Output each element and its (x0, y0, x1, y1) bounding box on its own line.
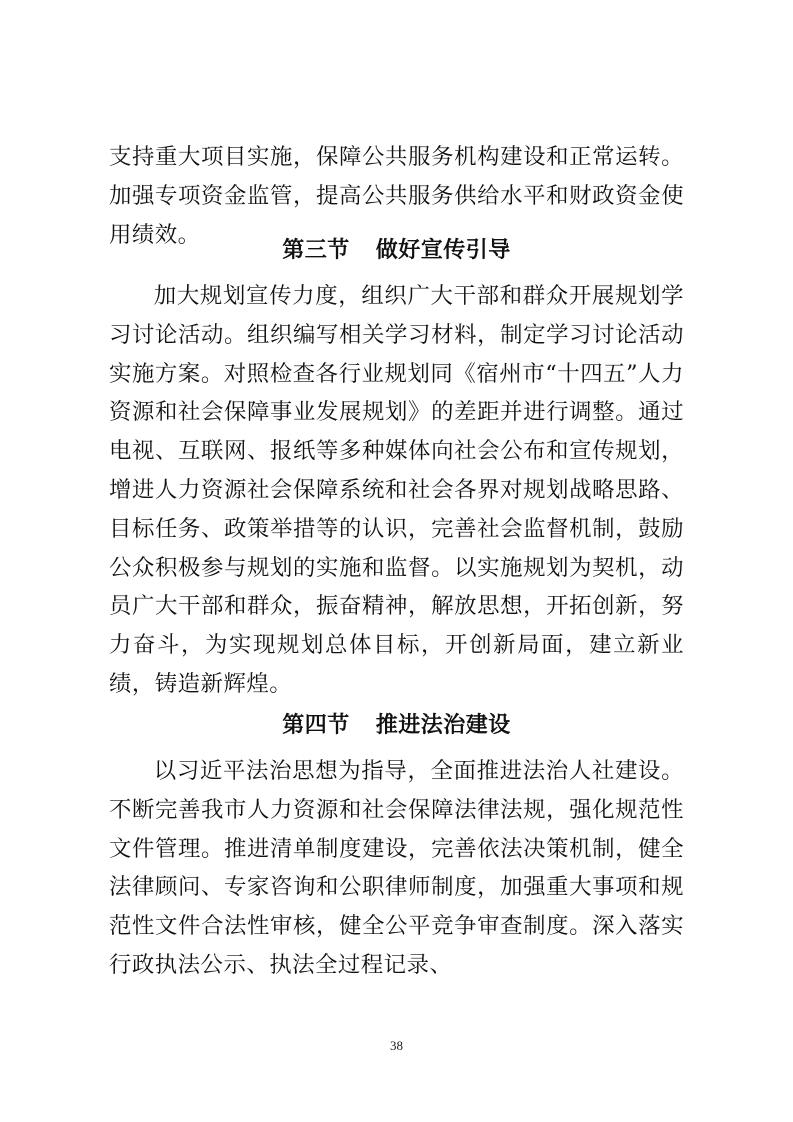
section-heading-4 (109, 707, 684, 745)
continuation-paragraph: 支持重大项目实施，保障公共服务机构建设和正常运转。加强专项资金监管，提高公共服务供给水平和财政资金使用绩效。 (109, 144, 684, 248)
page-number: 38 (390, 1038, 403, 1053)
section-title: 推进法治建设 (375, 713, 511, 738)
section-4-paragraph: 以习近平法治思想为指导，全面推进法治人社建设。不断完善我市人力资源和社会保障法律法规，强化规范性文件管理。推进清单制度建设，完善依法决策机制，健全法律顾问、专家咨询和公职律师制度，加强重大事项和规范性文件合法性审核，健全公平竞争审查制度。深入落实行政执法公示、执法全过程记录、 (109, 758, 684, 978)
section-title: 做好宣传引导 (375, 238, 511, 263)
section-number: 第三节 (282, 238, 350, 263)
section-number: 第四节 (282, 713, 350, 738)
section-heading-3 (109, 232, 684, 270)
section-3-paragraph: 加大规划宣传力度，组织广大干部和群众开展规划学习讨论活动。组织编写相关学习材料，制定学习讨论活动实施方案。对照检查各行业规划同《宿州市“十四五”人力资源和社会保障事业发展规划》的差距并进行调整。通过电视、互联网、报纸等多种媒体向社会公布和宣传规划，增进人力资源社会保障系统和社会各界对规划战略思路、目标任务、政策举措等的认识，完善社会监督机制，鼓励公众积极参与规划的实施和监督。以实施规划为契机，动员广大干部和群众，振奋精神，解放思想，开拓创新，努力奋斗，为实现规划总体目标，开创新局面，建立新业绩，铸造新辉煌。 (109, 283, 684, 697)
